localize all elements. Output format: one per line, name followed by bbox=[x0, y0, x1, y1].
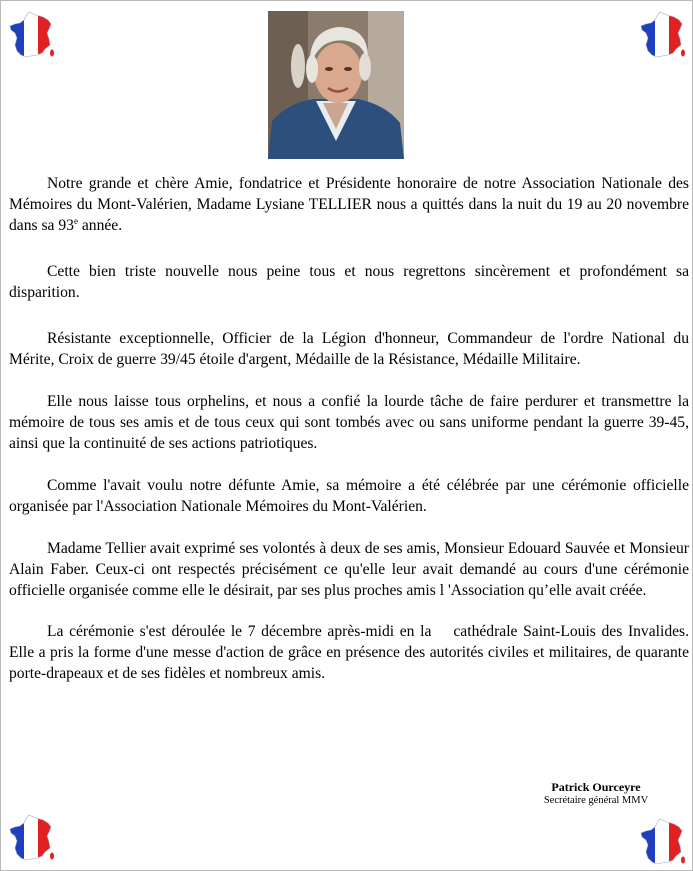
paragraph-wishes: Madame Tellier avait exprimé ses volontés à deux de ses amis, Monsieur Edouard Sauvée et Monsieur Alain Faber. Ceux-ci ont respectés précisément ce qu'elle leur avait demandé au cours d'une cérémonie officielle organisée comme elle le désirait, par ses plus proches amis l 'Association qu’elle avait créée. bbox=[9, 540, 689, 599]
france-flag-map-icon bbox=[640, 818, 686, 866]
france-flag-map-icon bbox=[9, 11, 55, 59]
paragraph-text: Notre grande et chère Amie, fondatrice et Présidente honoraire de notre Association Nationale des Mémoires du Mont-Valérien, Madame Lysiane TELLIER nous a quittés dans la nuit du 19 au 20 novembre dans sa 93 bbox=[9, 175, 689, 234]
signatory-title: Secrétaire général MMV bbox=[543, 795, 649, 806]
paragraph-grief: Cette bien triste nouvelle nous peine tous et nous regrettons sincèrement et profondément sa disparition. bbox=[9, 263, 689, 301]
france-flag-map-icon bbox=[9, 814, 55, 862]
paragraph-legacy: Elle nous laisse tous orphelins, et nous a confié la lourde tâche de faire perdurer et transmettre la mémoire de tous ses amis et de tous ceux qui sont tombés avec ou sans uniforme pendant la guerre 39-45, ainsi que la continuité de ses actions patriotiques. bbox=[9, 393, 689, 452]
signature-block bbox=[521, 780, 671, 807]
signatory-name: Patrick Ourceyre bbox=[551, 780, 641, 794]
paragraph-honours: Résistante exceptionnelle, Officier de la Légion d'honneur, Commandeur de l'ordre National du Mérite, Croix de guerre 39/45 étoile d'argent, Médaille de la Résistance, Médaille Militaire. bbox=[9, 330, 689, 368]
paragraph-cathedral bbox=[9, 621, 689, 684]
paragraph-announcement bbox=[9, 173, 689, 236]
portrait-photo bbox=[268, 11, 404, 159]
paragraph-text: La cérémonie s'est déroulée le 7 décembre après-midi en la bbox=[47, 623, 432, 640]
paragraph-text: cathédrale Saint-Louis des Invalides. Elle a pris la forme d'une messe d'action de grâce en présence des autorités civiles et militaires, de quarante porte-drapeaux et de ses fidèles et nombreux amis. bbox=[9, 623, 689, 682]
ordinal-superscript: e bbox=[73, 215, 78, 226]
paragraph-ceremony: Comme l'avait voulu notre défunte Amie, sa mémoire a été célébrée par une cérémonie officielle organisée par l'Association Nationale Mémoires du Mont-Valérien. bbox=[9, 477, 689, 515]
obituary-body bbox=[9, 173, 689, 684]
france-flag-map-icon bbox=[640, 11, 686, 59]
paragraph-text: année. bbox=[77, 217, 123, 234]
